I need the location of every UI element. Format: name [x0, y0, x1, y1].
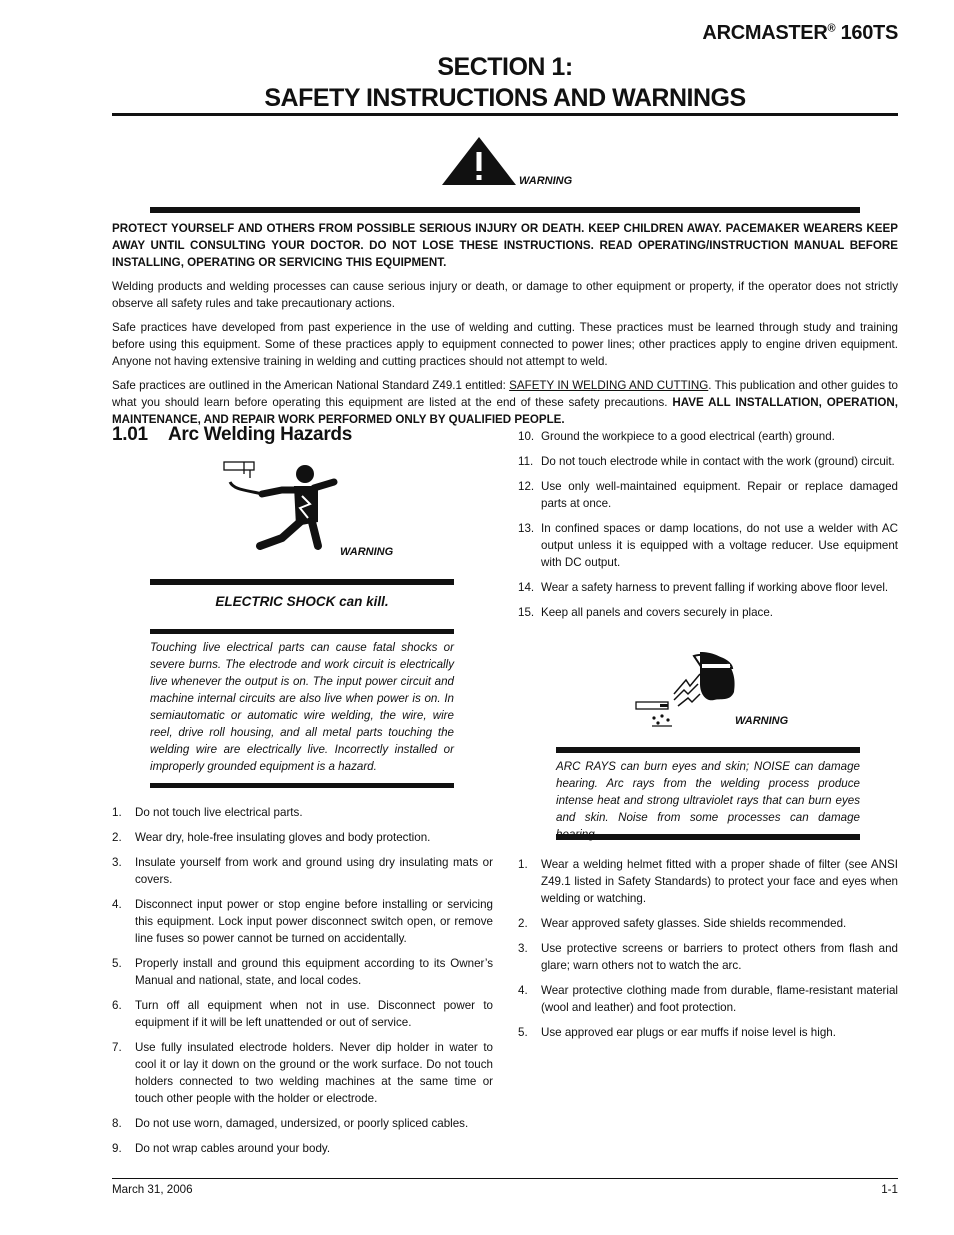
list-item-number: 2. — [518, 917, 528, 930]
list-item-text: Properly install and ground this equipment according to its Owner’s Manual and national, state, and local codes. — [135, 957, 493, 987]
warning-bar — [150, 629, 454, 634]
list-item — [112, 955, 493, 989]
list-item — [518, 1024, 898, 1041]
list-item — [518, 520, 898, 571]
footer-date: March 31, 2006 — [112, 1183, 193, 1196]
warning-bar — [150, 579, 454, 585]
list-item — [112, 1140, 493, 1157]
title-rule — [112, 113, 898, 116]
list-item-number: 3. — [518, 942, 528, 955]
list-item-number: 2. — [112, 831, 122, 844]
list-item-number: 5. — [112, 957, 122, 970]
product-name: ARCMASTER® 160TS — [702, 22, 898, 44]
list-item-number: 4. — [112, 898, 122, 911]
arc-rays-icon — [634, 650, 738, 730]
list-item-text: Do not wrap cables around your body. — [135, 1142, 331, 1155]
list-item — [112, 804, 493, 821]
warning-label: WARNING — [519, 175, 573, 187]
list-item-text: Keep all panels and covers securely in place. — [541, 606, 774, 619]
section-heading: 1.01 Arc Welding Hazards — [112, 424, 352, 445]
page-number: 1-1 — [881, 1183, 898, 1196]
list-item — [518, 856, 898, 907]
list-item-number: 7. — [112, 1041, 122, 1054]
list-item-number: 3. — [112, 856, 122, 869]
list-item — [112, 854, 493, 888]
list-item-text: Wear a safety harness to prevent falling if working above floor level. — [541, 581, 889, 594]
list-item — [112, 896, 493, 947]
list-item-text: Use fully insulated electrode holders. Never dip holder in water to cool it or lay it down on the ground or the work surface. Do not touch holders connected to two welding machines at the same time or touch other people with the holder or electrode. — [135, 1041, 493, 1105]
list-item — [518, 915, 898, 932]
list-item — [518, 579, 898, 596]
list-item — [518, 604, 898, 621]
list-item — [112, 1115, 493, 1132]
top-warning — [440, 135, 600, 187]
list-item-text: Insulate yourself from work and ground using dry insulating mats or covers. — [135, 856, 493, 886]
hazard-text: Touching live electrical parts can cause fatal shocks or severe burns. The electrode and work circuit is electrically live whenever the output is on. The input power circuit and machine internal circuits are also live when power is on. In semiautomatic or automatic wire welding, the wire, wire reel, drive roll housing, and all metal parts touching the welding wire are electrically live. Incorrectly installed or improperly grounded equipment is a hazard. — [150, 641, 454, 773]
list-item-text: Disconnect input power or stop engine before installing or servicing this equipment. Lock input power disconnect switch open, or remove line fuses so power cannot be turned on accidentally. — [135, 898, 493, 945]
intro-paragraph: Safe practices have developed from past experience in the use of welding and cutting. These practices must be learned through study and training before using this equipment. Some of these practices apply to equipment connected to power lines; other practices apply to engine driven equipment. Anyone not having extensive training in welding and cutting practices should not attempt to weld. — [112, 321, 898, 368]
list-item-number: 5. — [518, 1026, 528, 1039]
list-item-number: 12. — [518, 480, 535, 493]
list-item-text: Turn off all equipment when not in use. Disconnect power to equipment if it will be left unattended or out of service. — [135, 999, 493, 1029]
list-item-text: In confined spaces or damp locations, do not use a welder with AC output unless it is equipped with a voltage reducer. Use equipment with DC output. — [541, 522, 898, 569]
warning-label: WARNING — [735, 715, 789, 727]
list-item — [112, 1039, 493, 1107]
warning-label: WARNING — [340, 546, 394, 558]
list-item-number: 13. — [518, 522, 535, 535]
list-item-number: 1. — [112, 806, 122, 819]
electric-shock-precautions — [112, 804, 493, 1165]
list-item — [518, 940, 898, 974]
warning-bar — [556, 747, 860, 753]
list-item-text: Wear a welding helmet fitted with a proper shade of filter (see ANSI Z49.1 listed in Safety Standards) to protect your face and eyes when welding or watching. — [541, 858, 898, 905]
section-title: SECTION 1: SAFETY INSTRUCTIONS AND WARNINGS — [264, 53, 746, 112]
electric-shock-precautions-continued — [518, 428, 898, 629]
warning-bar — [150, 783, 454, 788]
list-item-number: 10. — [518, 430, 535, 443]
list-item-text: Do not touch electrode while in contact with the work (ground) circuit. — [541, 455, 895, 468]
list-item-number: 1. — [518, 858, 528, 871]
list-item-text: Use approved ear plugs or ear muffs if noise level is high. — [541, 1026, 836, 1039]
list-item-text: Ground the workpiece to a good electrical (earth) ground. — [541, 430, 835, 443]
list-item-text: Use only well-maintained equipment. Repair or replace damaged parts at once. — [541, 480, 898, 510]
list-item-number: 15. — [518, 606, 535, 619]
list-item-number: 6. — [112, 999, 122, 1012]
list-item — [518, 453, 898, 470]
intro-paragraph: Safe practices are outlined in the American National Standard Z49.1 entitled: SAFETY IN WELDING AND CUTTING. This publication and other guides to what you should learn before operating this equipment are listed at the end of these safety precautions. HAVE ALL INSTALLATION, OPERATION, MAINTENANCE, AND REPAIR WORK PERFORMED ONLY BY QUALIFIED PEOPLE. — [112, 379, 898, 426]
list-item-text: Wear dry, hole-free insulating gloves and body protection. — [135, 831, 431, 844]
list-item-number: 9. — [112, 1142, 122, 1155]
list-item-text: Wear protective clothing made from durable, flame-resistant material (wool and leather) and foot protection. — [541, 984, 898, 1014]
list-item-number: 11. — [518, 455, 534, 468]
list-item-number: 14. — [518, 581, 535, 594]
warning-bar — [556, 834, 860, 840]
left-column — [112, 424, 493, 446]
arc-rays-precautions — [518, 856, 898, 1049]
electric-shock-icon — [222, 460, 342, 560]
warning-triangle-icon — [440, 135, 518, 187]
intro-text — [112, 220, 898, 435]
hazard-text: ARC RAYS can burn eyes and skin; NOISE can damage hearing. Arc rays from the welding process produce intense heat and strong ultraviolet rays that can burn eyes and skin. Noise from some processes can damage — [556, 760, 860, 824]
list-item — [112, 829, 493, 846]
hazard-caption: ELECTRIC SHOCK can kill. — [215, 594, 389, 609]
footer-rule — [112, 1178, 898, 1179]
list-item-text: Wear approved safety glasses. Side shields recommended. — [541, 917, 847, 930]
list-item-number: 4. — [518, 984, 528, 997]
list-item-text: Do not touch live electrical parts. — [135, 806, 303, 819]
warning-bar — [150, 207, 860, 213]
intro-warning-paragraph: PROTECT YOURSELF AND OTHERS FROM POSSIBLE SERIOUS INJURY OR DEATH. KEEP CHILDREN AWAY. PACEMAKER WEARERS KEEP AWAY UNTIL CONSULTING YOUR DOCTOR. DO NOT LOSE THESE INSTRUCTIONS. READ OPERATING/INSTRUCTION MANUAL BEFORE INSTALLING, OPERATING OR SERVICING THIS EQUIPMENT. — [112, 222, 898, 269]
intro-paragraph: Welding products and welding processes can cause serious injury or death, or damage to other equipment or property, if the operator does not strictly observe all safety rules and take precautionary actions. — [112, 280, 898, 310]
list-item — [112, 997, 493, 1031]
list-item-text: Do not use worn, damaged, undersized, or poorly spliced cables. — [135, 1117, 469, 1130]
list-item — [518, 428, 898, 445]
list-item-text: Use protective screens or barriers to protect others from flash and glare; warn others not to watch the arc. — [541, 942, 898, 972]
list-item — [518, 478, 898, 512]
list-item-number: 8. — [112, 1117, 122, 1130]
list-item — [518, 982, 898, 1016]
